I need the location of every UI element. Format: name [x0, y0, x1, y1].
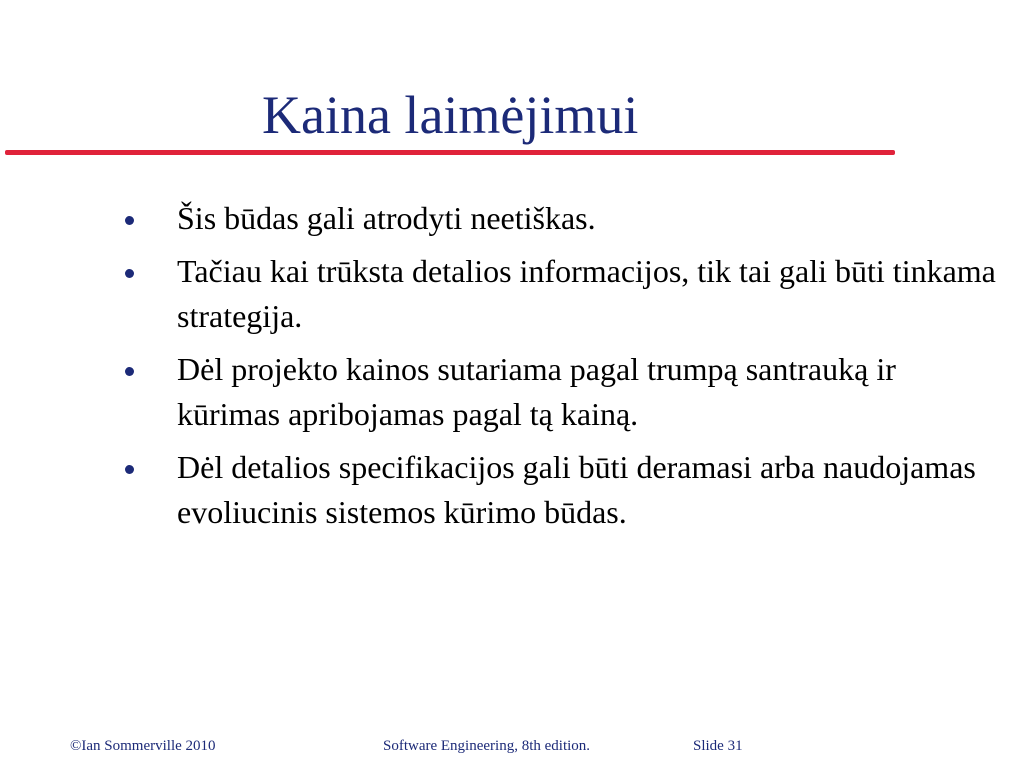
bullet-list [120, 196, 1000, 543]
bullet-item [120, 445, 1000, 535]
bullet-text: Tačiau kai trūksta detalios informacijos, tik tai gali būti tinkama strategija. [177, 253, 996, 334]
bullet-text: Šis būdas gali atrodyti neetiškas. [177, 200, 596, 236]
bullet-item [120, 347, 1000, 437]
bullet-dot-icon [125, 465, 134, 474]
footer-copyright: ©Ian Sommerville 2010 [70, 738, 216, 754]
bullet-text: Dėl detalios specifikacijos gali būti deramasi arba naudojamas evoliucinis sistemos kūrimo būdas. [177, 449, 976, 530]
bullet-dot-icon [125, 216, 134, 225]
bullet-item [120, 196, 1000, 241]
bullet-item [120, 249, 1000, 339]
bullet-text: Dėl projekto kainos sutariama pagal trumpą santrauką ir kūrimas apribojamas pagal tą kainą. [177, 351, 896, 432]
title-underline [5, 150, 895, 155]
slide-title: Kaina laimėjimui [262, 85, 639, 145]
footer-slide-number: Slide 31 [693, 738, 743, 754]
bullet-dot-icon [125, 367, 134, 376]
footer-book-title: Software Engineering, 8th edition. [383, 738, 591, 754]
bullet-dot-icon [125, 269, 134, 278]
